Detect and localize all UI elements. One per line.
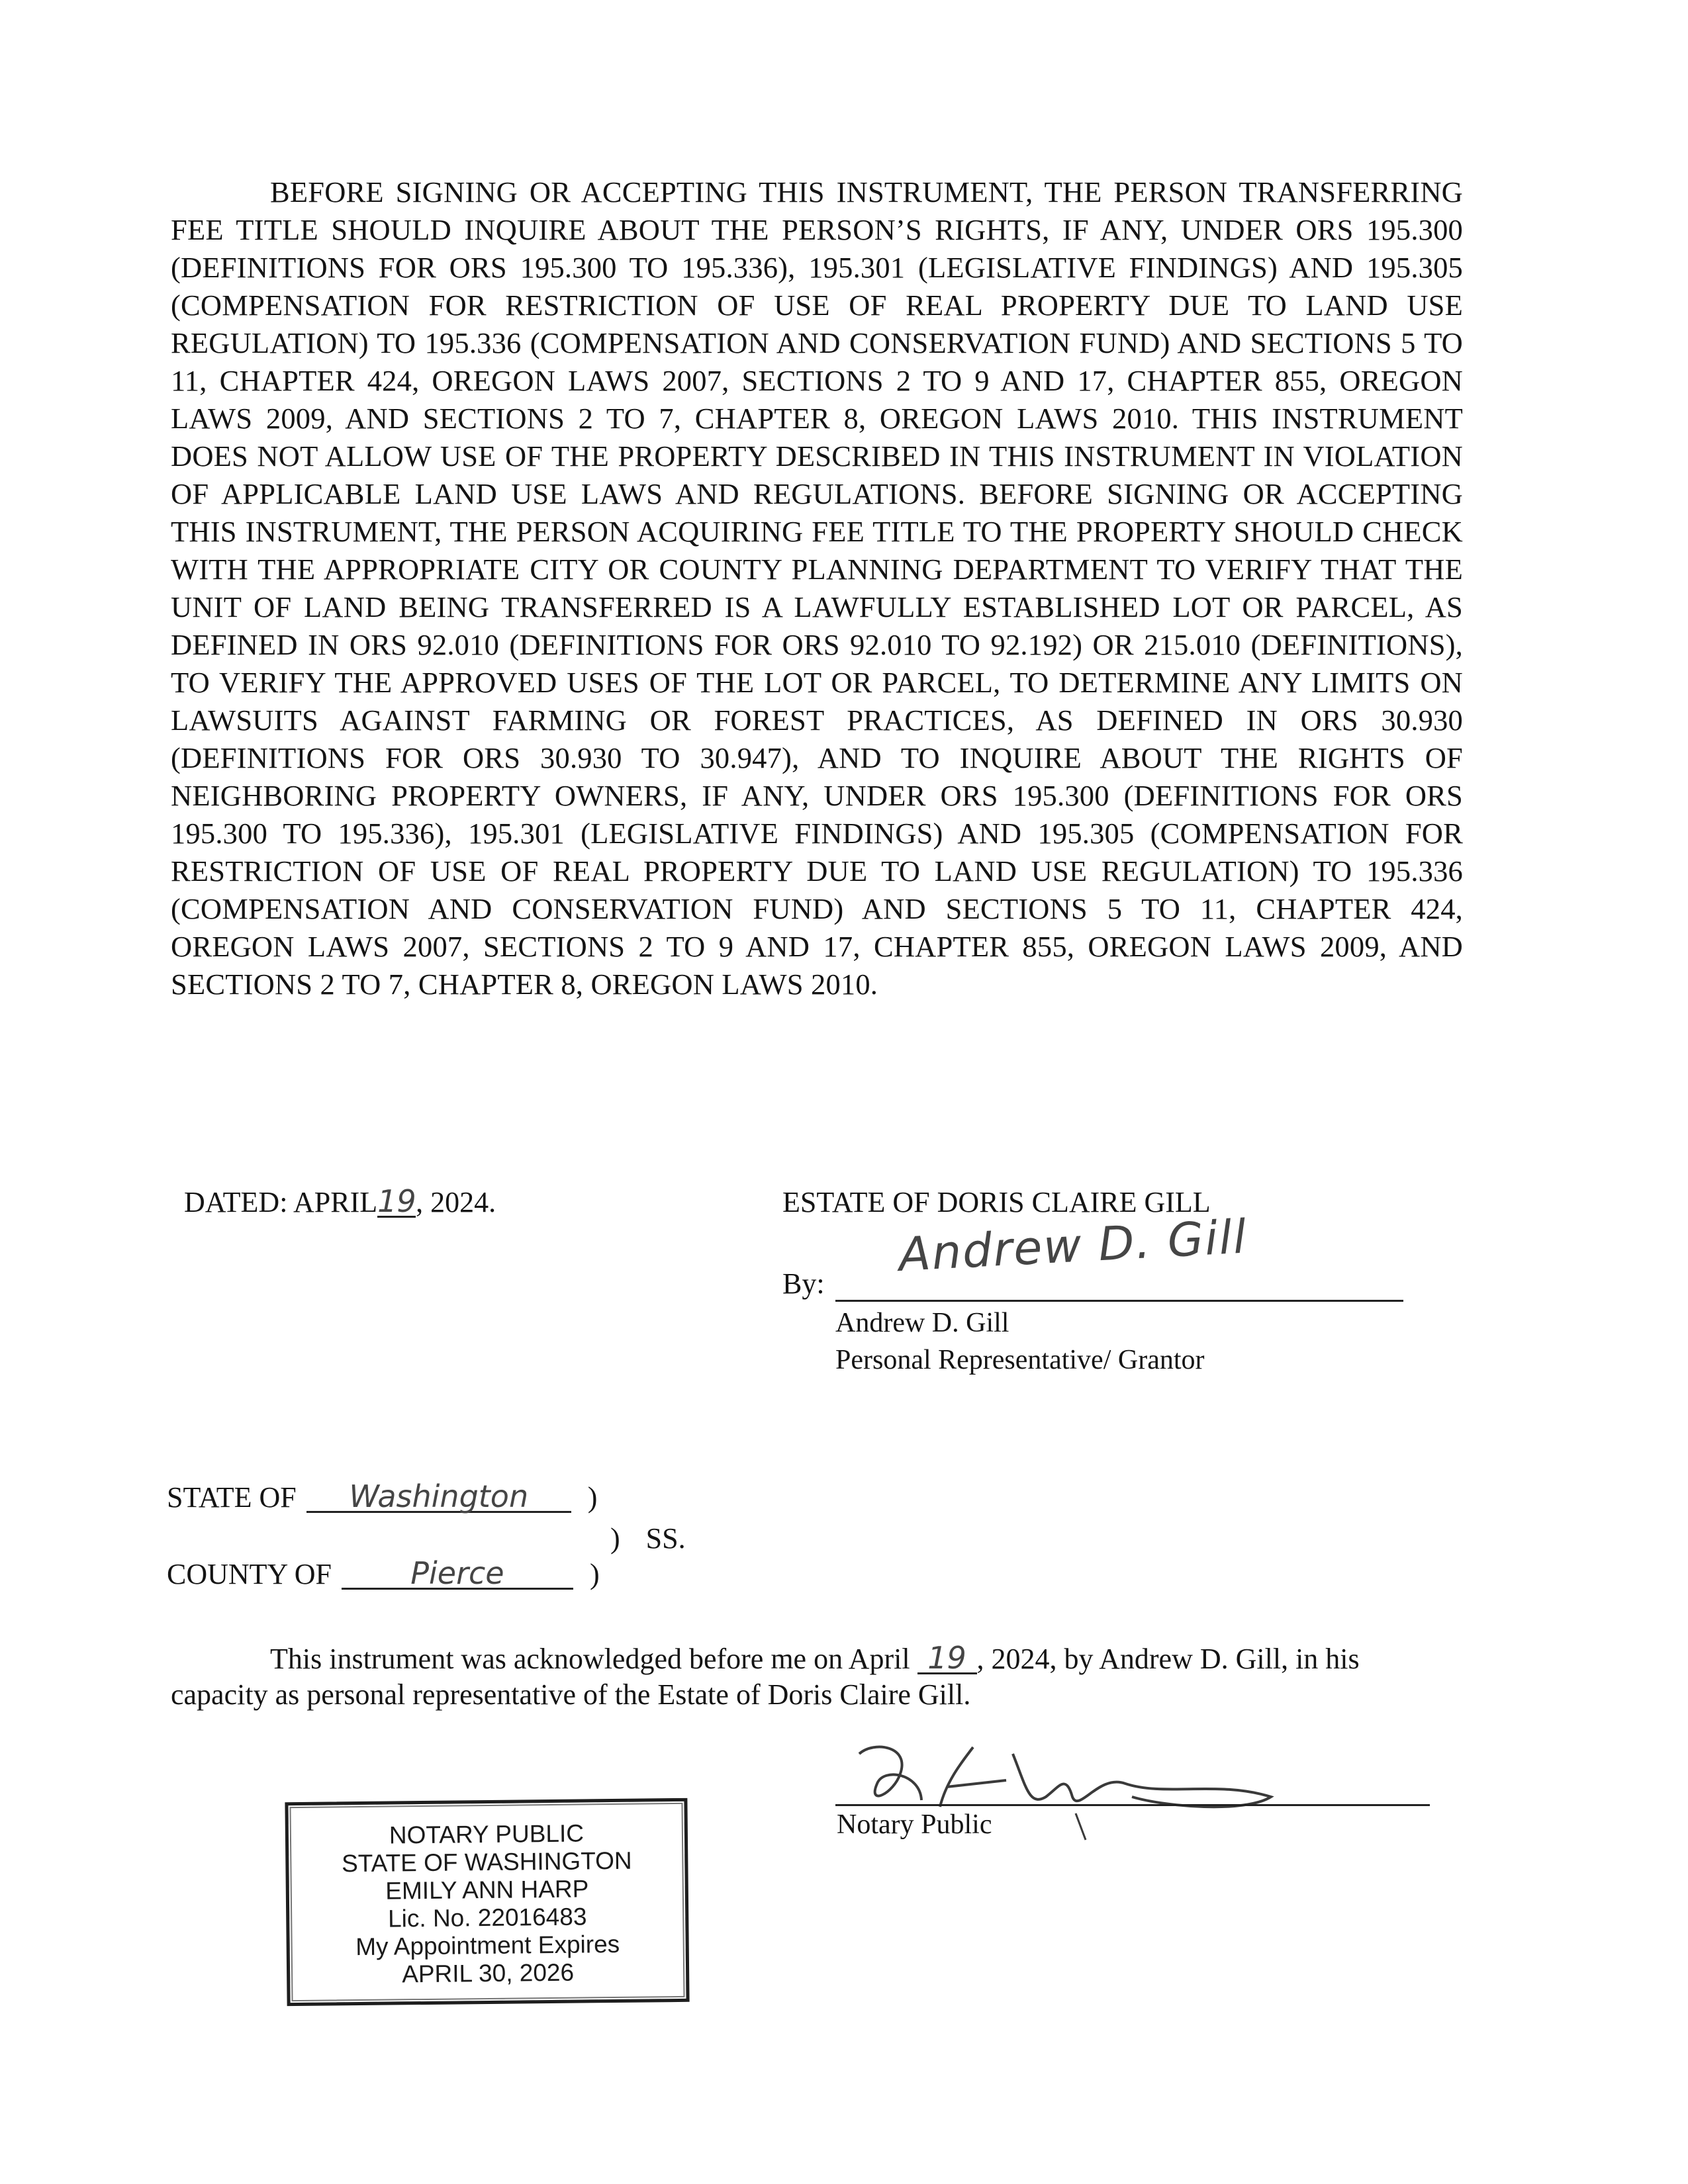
county-handwritten: Pierce [342,1559,573,1590]
stamp-line-expiry: APRIL 30, 2026 [401,1958,575,1988]
ss-line [610,1522,686,1555]
ack-day-handwritten: 19 [917,1643,977,1674]
ss-label: SS. [645,1522,686,1555]
county-label: COUNTY OF [167,1558,332,1590]
grantor-title: Personal Representative/ Grantor [835,1345,1205,1375]
notary-public-label: Notary Public [837,1809,992,1840]
estate-name: ESTATE OF DORIS CLAIRE GILL [782,1186,1211,1218]
by-label: By: [782,1267,825,1300]
state-line [167,1481,597,1514]
state-label: STATE OF [167,1481,297,1514]
notary-stamp [285,1798,689,2006]
county-line [167,1555,600,1591]
stamp-line-name: EMILY ANN HARP [385,1875,589,1905]
statutory-disclaimer: BEFORE SIGNING OR ACCEPTING THIS INSTRUMENT, THE PERSON TRANSFERRING FEE TITLE SHOULD INQUIRE ABOUT THE PERSON’S RIGHTS, IF ANY, UNDER ORS 195.300 (DEFINITIONS FOR ORS 195.300 TO 195.336), 195.301 (LEGISLATIVE FINDINGS) AND 195.305 (COMPENSATION FOR RESTRICTION OF USE OF REAL PROPERTY DUE TO LAND USE REGULATION) TO 195.336 (COMPENSATION AND CONSERVATION FUND) AND SECTIONS 5 TO 11, CHAPTER 424, OREGON LAWS 2007, SECTIONS 2 TO 9 AND 17, CHAPTER 855, OREGON LAWS 2009, AND SECTIONS 2 TO 7, CHAPTER 8, OREGON LAWS 2010. THIS INSTRUMENT DOES NOT ALLOW USE OF THE PROPERTY DESCRIBED IN THIS INSTRUMENT IN VIOLATION OF APPLICABLE LAND USE LAWS AND REGULATIONS. BEFORE SIGNING OR ACCEPTING THIS INSTRUMENT, THE PERSON ACQUIRING FEE TITLE TO THE PROPERTY SHOULD CHECK WITH THE APPROPRIATE CITY OR COUNTY PLANNING DEPARTMENT TO VERIFY THAT THE UNIT OF LAND BEING TRANSFERRED IS A LAWFULLY ESTABLISHED LOT OR PARCEL, AS DEFINED IN ORS 92.010 (DEFINITIONS FOR ORS 92.010 TO 92.192) OR 215.010 (DEFINITIONS), TO VERIFY THE APPROVED USES OF THE LOT OR PARCEL, TO DETERMINE ANY LIMITS ON LAWSUITS AGAINST FARMING OR FOREST PRACTICES, AS DEFINED IN ORS 30.930 (DEFINITIONS FOR ORS 30.930 TO 30.947), AND TO INQUIRE ABOUT THE RIGHTS OF NEIGHBORING PROPERTY OWNERS, IF ANY, UNDER ORS 195.300 (DEFINITIONS FOR ORS 195.300 TO 195.336), 195.301 (LEGISLATIVE FINDINGS) AND 195.305 (COMPENSATION FOR RESTRICTION OF USE OF REAL PROPERTY DUE TO LAND USE REGULATION) TO 195.336 (COMPENSATION AND CONSERVATION FUND) AND SECTIONS 5 TO 11, CHAPTER 424, OREGON LAWS 2007, SECTIONS 2 TO 9 AND 17, CHAPTER 855, OREGON LAWS 2009, AND SECTIONS 2 TO 7, CHAPTER 8, OREGON LAWS 2010. [171,175,1463,1001]
dated-day-handwritten: 19 [377,1183,416,1219]
state-handwritten: Washington [306,1482,571,1513]
grantor-name: Andrew D. Gill [835,1308,1009,1338]
notary-signature [847,1734,1350,1880]
ack-after: , 2024, by Andrew D. Gill, in his capacity as personal representative of the Estate of Doris Claire Gill. [171,1643,1360,1711]
stamp-line-state: STATE OF WASHINGTON [341,1846,632,1878]
stamp-line-notary-public: NOTARY PUBLIC [389,1819,585,1849]
ack-before: This instrument was acknowledged before me on April [270,1643,910,1675]
acknowledgment-paragraph [171,1641,1448,1713]
stamp-line-appointment: My Appointment Expires [355,1930,620,1961]
county-paren: ) [589,1558,600,1590]
ss-paren: ) [610,1522,620,1555]
notary-signature-line [835,1804,1430,1806]
grantor-signature-line [835,1300,1403,1302]
grantor-signature: Andrew D. Gill [897,1209,1249,1282]
dated-prefix: DATED: APRIL [184,1186,378,1218]
dated-line [184,1183,496,1219]
state-paren: ) [587,1481,598,1514]
dated-suffix: , 2024. [416,1186,496,1218]
stamp-line-license: Lic. No. 22016483 [387,1903,587,1933]
